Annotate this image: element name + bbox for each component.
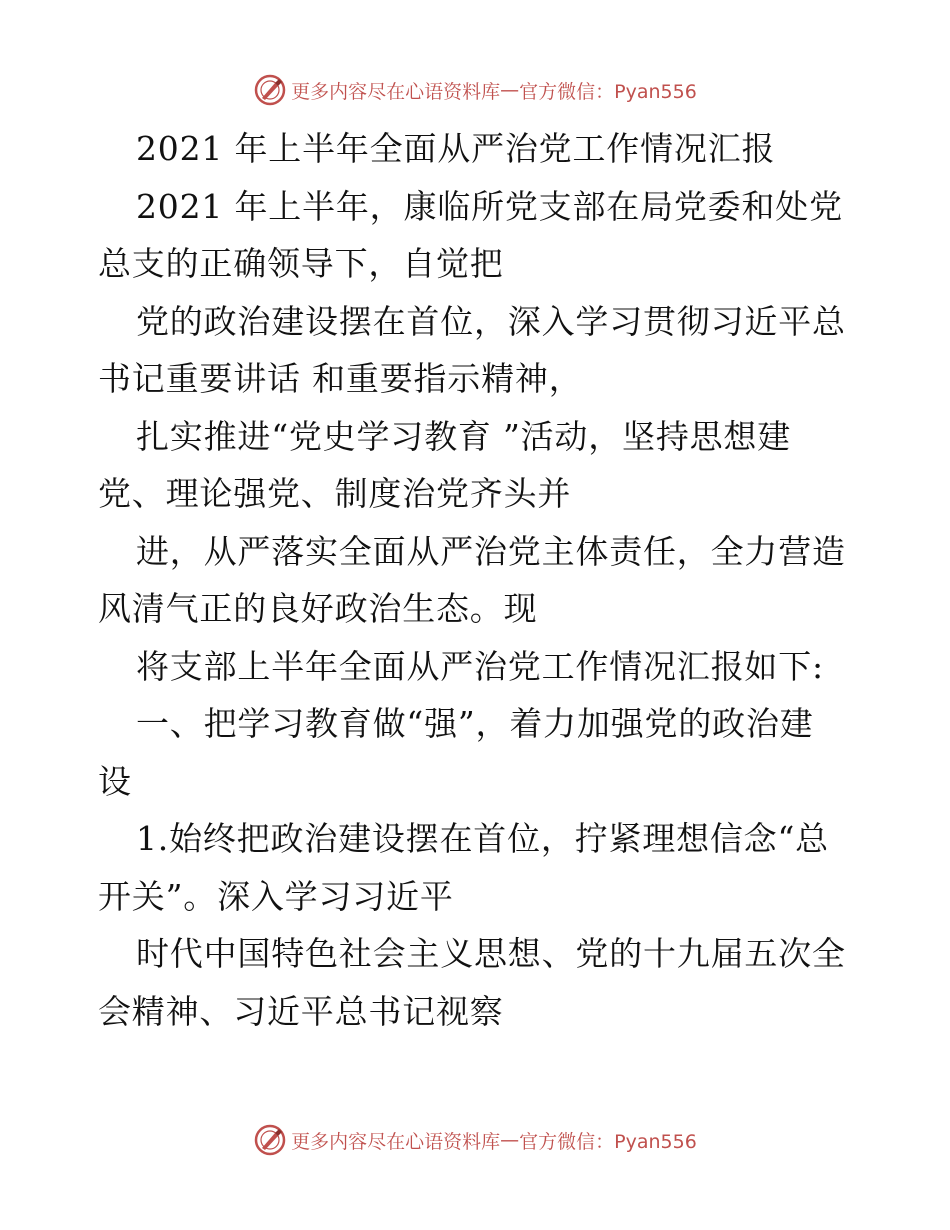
pen-seal-logo-icon <box>253 73 287 107</box>
footer-watermark <box>0 1120 950 1160</box>
paragraph-line: 书记重要讲话 和重要指示精神， <box>98 359 583 398</box>
watermark-separator: — <box>500 1129 520 1151</box>
section-heading: 一、把学习教育做“强”，着力加强党的政治建 <box>136 704 814 743</box>
paragraph-line: 开关”。深入学习习近平 <box>98 876 454 916</box>
document-body <box>98 120 858 1040</box>
watermark-contact: 官方微信：Pyan556 <box>519 1130 697 1153</box>
document-title: 2021 年上半年全面从严治党工作情况汇报 <box>136 129 776 168</box>
paragraph-line: 扎实推进“党史学习教育 ”活动，坚持思想建 <box>136 416 792 456</box>
watermark-text: 更多内容尽在心语资料库 <box>291 1130 501 1153</box>
subsection-heading: 1.始终把政治建设摆在首位，拧紧理想信念“总 <box>136 819 829 858</box>
watermark-separator: — <box>500 79 520 101</box>
pen-seal-logo-icon <box>253 1123 287 1157</box>
section-heading-continued: 设 <box>98 761 132 801</box>
paragraph-line: 将支部上半年全面从严治党工作情况汇报如下: <box>136 646 824 686</box>
paragraph-line: 党的政治建设摆在首位，深入学习贯彻习近平总 <box>136 301 846 341</box>
watermark-contact: 官方微信：Pyan556 <box>519 80 697 103</box>
paragraph-line: 总支的正确领导下，自觉把 <box>98 244 504 283</box>
paragraph-line: 会精神、习近平总书记视察 <box>98 991 504 1031</box>
header-watermark <box>0 70 950 110</box>
paragraph-line: 进，从严落实全面从严治党主体责任，全力营造 <box>136 531 846 571</box>
paragraph-line: 风清气正的良好政治生态。现 <box>98 589 538 628</box>
watermark-text: 更多内容尽在心语资料库 <box>291 80 501 103</box>
paragraph-line: 时代中国特色社会主义思想、党的十九届五次全 <box>136 934 846 973</box>
paragraph-line: 2021 年上半年，康临所党支部在局党委和处党 <box>136 186 843 226</box>
paragraph-line: 党、理论强党、制度治党齐头并 <box>98 474 572 513</box>
